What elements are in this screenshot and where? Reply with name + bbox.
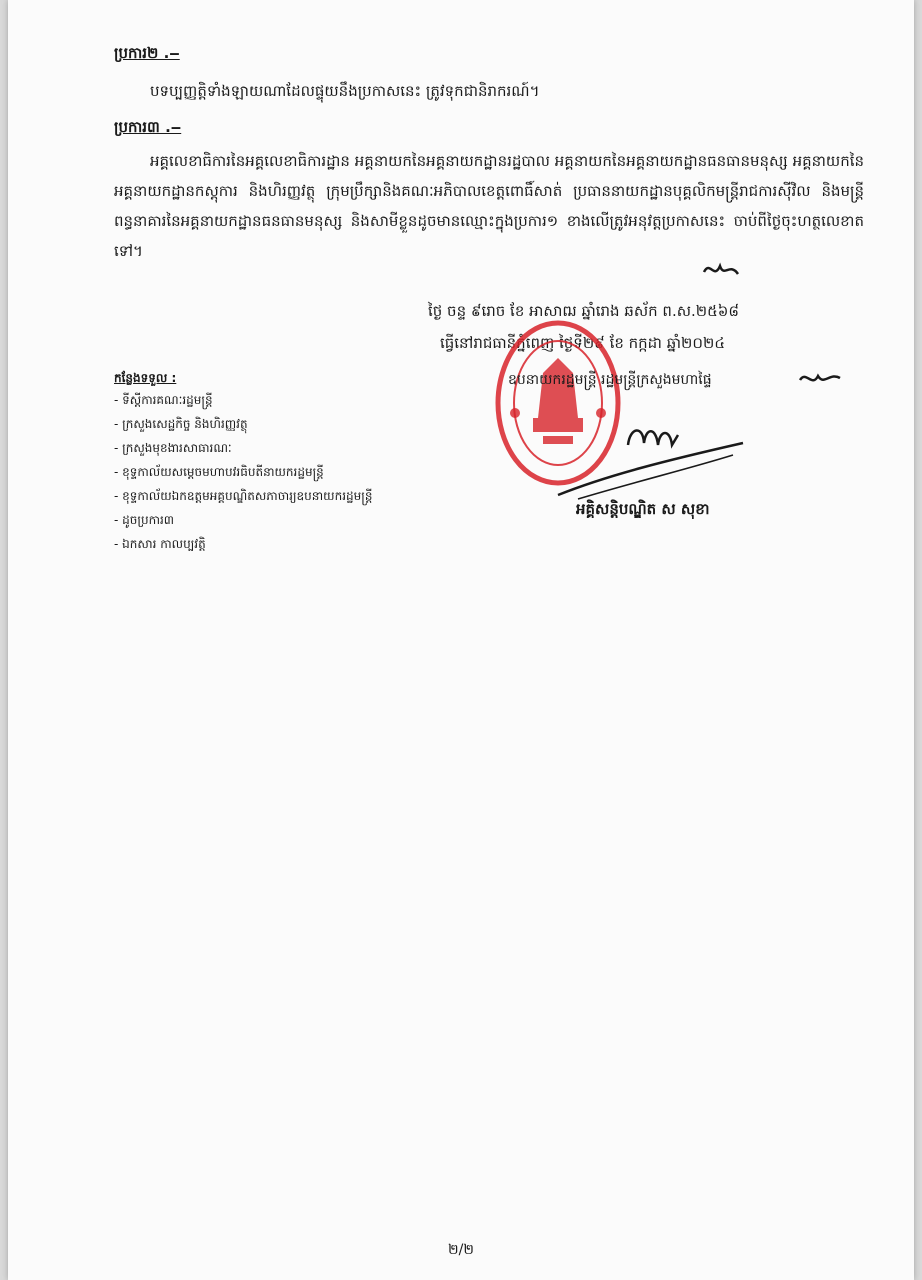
paragraph-initials-icon: [702, 258, 742, 282]
list-item: - ខុទ្ទកាល័យសម្ដេចមហាបវរធិបតីនាយករដ្ឋមន្ត្រី: [114, 465, 324, 479]
signer-name: អគ្គិសន្តិបណ្ឌិត ស សុខា: [576, 500, 710, 518]
page-number: ២/២: [448, 1242, 474, 1258]
issue-date-place: ធ្វើនៅរាជធានីភ្នំពេញ ថ្ងៃទី២៩ ខែ កក្កដា ឆ្នាំ២០២៤: [440, 334, 725, 352]
list-item: - ដូចប្រការ៣: [114, 513, 175, 527]
article-3-body: អគ្គលេខាធិការនៃអគ្គលេខាធិការដ្ឋាន អគ្គនាយកនៃអគ្គនាយកដ្ឋានរដ្ឋបាល អគ្គនាយកនៃអគ្គនាយកដ្ឋានធនធានមនុស្ស អគ្គនាយកនៃអគ្គនាយកដ្ឋានកស្ដុការ និងហិរញ្ញវត្ថុ ក្រុមប្រឹក្សានិងគណៈអភិបាលខេត្តពោធិ៍សាត់ ប្រធាននាយកដ្ឋានបុគ្គលិកមន្ត្រីរាជការស៊ីវិល និងមន្ត្រីពន្ធនាគារនៃអគ្គនាយកដ្ឋានធនធានមនុស្ស និងសាមីខ្លួនដូចមានឈ្មោះក្នុងប្រការ១ ខាងលើត្រូវអនុវត្តប្រកាសនេះ ចាប់ពីថ្ងៃចុះហត្ថលេខាតទៅ។: [114, 152, 864, 260]
list-item: - ទីស្តីការគណៈរដ្ឋមន្ត្រី: [114, 393, 213, 407]
list-item: - ខុទ្ទកាល័យឯកឧត្តមអគ្គបណ្ឌិតសភាចារ្យឧបនាយករដ្ឋមន្ត្រី: [114, 489, 373, 503]
list-item: - ឯកសារ កាលប្បវត្តិ: [114, 537, 206, 551]
article-2-body: បទប្បញ្ញត្តិទាំងឡាយណាដែលផ្ទុយនឹងប្រកាសនេះ ត្រូវទុកជានិរាករណ៍។: [150, 82, 540, 100]
title-initials-icon: [798, 368, 842, 390]
article-3-heading: ប្រការ៣ .‒: [114, 118, 182, 136]
article-2-heading: ប្រការ២ .‒: [114, 44, 180, 62]
signer-title: ឧបនាយករដ្ឋមន្ត្រី រដ្ឋមន្ត្រីក្រសួងមហាផ្ទៃ: [508, 372, 712, 388]
recipients-heading: កន្លែងទទួល :: [114, 371, 177, 385]
lunar-date: ថ្ងៃ ចន្ទ ៩រោច ខែ អាសាឍ ឆ្នាំរោង ឆស័ក ព.ស.២៥៦៨: [428, 302, 739, 320]
handwritten-signature-icon: [548, 415, 748, 505]
recipients-list: [114, 388, 372, 556]
document-page: [8, 0, 914, 1280]
list-item: - ក្រសួងមុខងារសាធារណៈ: [114, 441, 232, 455]
list-item: - ក្រសួងសេដ្ឋកិច្ច និងហិរញ្ញវត្ថុ: [114, 417, 248, 431]
